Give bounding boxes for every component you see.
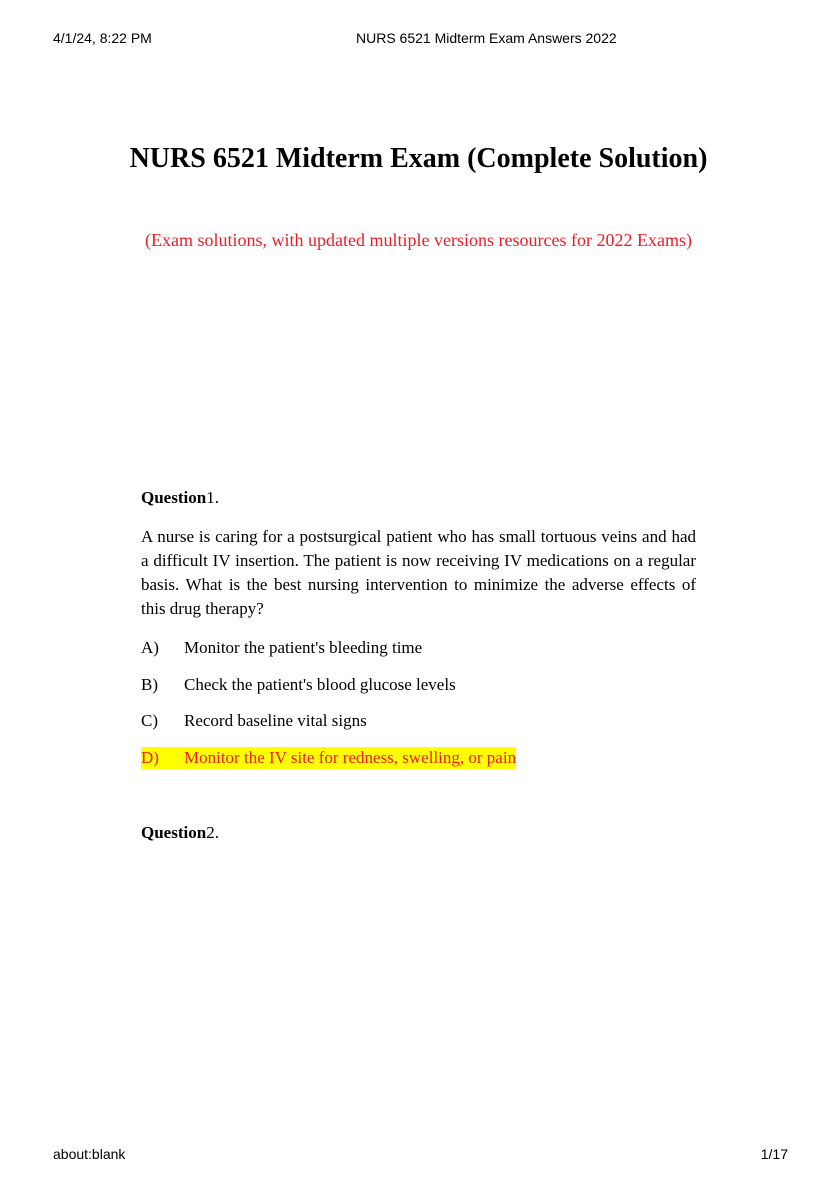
option-text: Monitor the patient's bleeding time — [184, 638, 423, 657]
option-letter: A) — [141, 638, 159, 657]
question-1-label — [141, 488, 219, 508]
document-subtitle: (Exam solutions, with updated multiple versions resources for 2022 Exams) — [145, 230, 692, 250]
option-c — [141, 710, 367, 732]
page-indicator: 1/17 — [760, 1146, 788, 1162]
option-text: Monitor the IV site for redness, swelling, or pain — [184, 748, 517, 767]
question-1-text: A nurse is caring for a postsurgical patient who has small tortuous veins and had a difficult IV insertion. The patient is now receiving IV medications on a regular basis. What is the best nursing intervention to minimize the adverse effects of this drug therapy? — [141, 527, 696, 618]
print-page-title: NURS 6521 Midterm Exam Answers 2022 — [356, 30, 617, 46]
print-footer — [0, 1146, 840, 1166]
option-d-correct-answer — [141, 747, 516, 769]
question-2-label — [141, 823, 219, 843]
question-label-word: Question — [141, 823, 207, 842]
option-letter: B) — [141, 675, 158, 694]
option-letter: C) — [141, 711, 158, 730]
option-b — [141, 674, 456, 696]
option-letter: D) — [141, 748, 159, 767]
document-title: NURS 6521 Midterm Exam (Complete Solution) — [129, 143, 708, 174]
option-a — [141, 637, 422, 659]
question-number: 1. — [206, 488, 219, 507]
option-text: Check the patient's blood glucose levels — [184, 675, 456, 694]
print-header — [0, 30, 840, 50]
option-text: Record baseline vital signs — [184, 711, 367, 730]
print-url: about:blank — [53, 1146, 126, 1162]
print-datetime: 4/1/24, 8:22 PM — [53, 30, 152, 46]
question-number: 2. — [206, 823, 219, 842]
question-label-word: Question — [141, 488, 207, 507]
